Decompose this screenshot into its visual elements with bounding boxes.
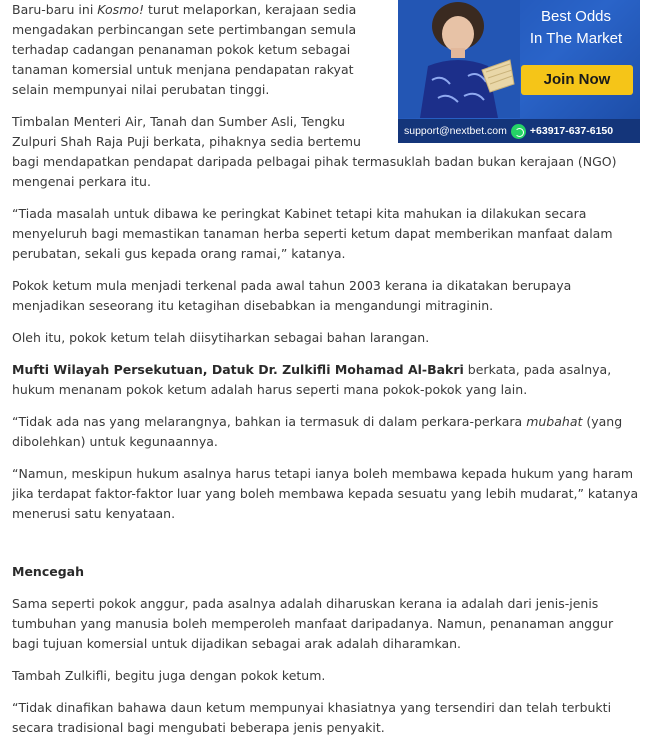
ad-model-illustration — [398, 0, 520, 118]
p1-publication: Kosmo! — [97, 2, 145, 17]
paragraph-7 — [12, 412, 640, 452]
paragraph-3: “Tiada masalah untuk dibawa ke peringkat Kabinet tetapi kita mahukan ia dilakukan secara menyeluruh bagi memastikan tanaman herba seperti ketum dapat memberikan manfaat dalam perubatan, sekali gus kepada orang ramai,” katanya. — [12, 206, 613, 261]
ad-phone[interactable]: +63917-637-6150 — [529, 125, 614, 137]
ad-headline — [516, 6, 636, 50]
paragraph-6 — [12, 360, 640, 400]
ad-email[interactable]: support@nextbet.com — [404, 125, 507, 137]
paragraph-10: Tambah Zulkifli, begitu juga dengan pokok ketum. — [12, 668, 326, 683]
paragraph-11: “Tidak dinafikan bahawa daun ketum mempunyai khasiatnya yang tersendiri dan telah terbukti secara tradisional bagi mengubati beberapa jenis penyakit. — [12, 700, 612, 735]
paragraph-4: Pokok ketum mula menjadi terkenal pada awal tahun 2003 kerana ia dikatakan berupaya menjadikan seseorang itu ketagihan disebabkan ia mengandungi mitraginin. — [12, 278, 572, 313]
p7-rest: (yang dibolehkan) untuk kegunaannya. — [12, 414, 623, 449]
ad-model-image — [398, 0, 520, 118]
ad-headline-line2: In The Market — [529, 30, 623, 47]
paragraph-5: Oleh itu, pokok ketum telah diisytiharkan sebagai bahan larangan. — [12, 330, 430, 345]
whatsapp-icon — [511, 124, 526, 139]
p6-speaker: Mufti Wilayah Persekutuan, Datuk Dr. Zulkifli Mohamad Al-Bakri — [12, 362, 464, 377]
ad-contact-bar — [398, 119, 640, 143]
ad-headline-line1: Best Odds — [540, 8, 612, 25]
paragraph-8: “Namun, meskipun hukum asalnya harus tetapi ianya boleh membawa kepada hukum yang haram jika terdapat faktor-faktor luar yang boleh membawa kepada sesuatu yang lebih mudarat,” katanya menerusi satu kenyataan. — [12, 466, 639, 521]
join-now-button[interactable]: Join Now — [521, 65, 633, 95]
advertisement-banner[interactable] — [398, 0, 640, 143]
p6-rest: berkata, pada asalnya, hukum menanam pokok ketum adalah harus seperti mana pokok-pokok yang lain. — [12, 362, 612, 397]
p1-lead: Baru-baru ini — [12, 2, 98, 17]
p1-rest: turut melaporkan, kerajaan sedia mengadakan perbincangan sete pertimbangan semula terhadap cadangan penanaman pokok ketum sebagai tanaman komersial untuk menjana pendapatan rakyat selain mempunyai nilai perubatan tinggi. — [12, 2, 357, 97]
p7-term: mubahat — [526, 414, 583, 429]
article-body — [12, 0, 640, 750]
section-heading: Mencegah — [12, 564, 84, 579]
p7-lead: “Tidak ada nas yang melarangnya, bahkan ia termasuk di dalam perkara-perkara — [12, 414, 527, 429]
paragraph-2: Timbalan Menteri Air, Tanah dan Sumber Asli, Tengku Zulpuri Shah Raja Puji berkata, pihaknya sedia bertemu bagi mendapatkan pendapat daripada pelbagai pihak termasuklah badan bukan kerajaan (NGO) mengenai perkara itu. — [12, 114, 617, 189]
paragraph-9: Sama seperti pokok anggur, pada asalnya adalah diharuskan kerana ia adalah dari jenis-jenis tumbuhan yang manusia boleh memperoleh manfaat daripadanya. Namun, penanaman anggur bagi tujuan komersial untuk dijadikan sebagai arak adalah diharamkan. — [12, 596, 614, 651]
